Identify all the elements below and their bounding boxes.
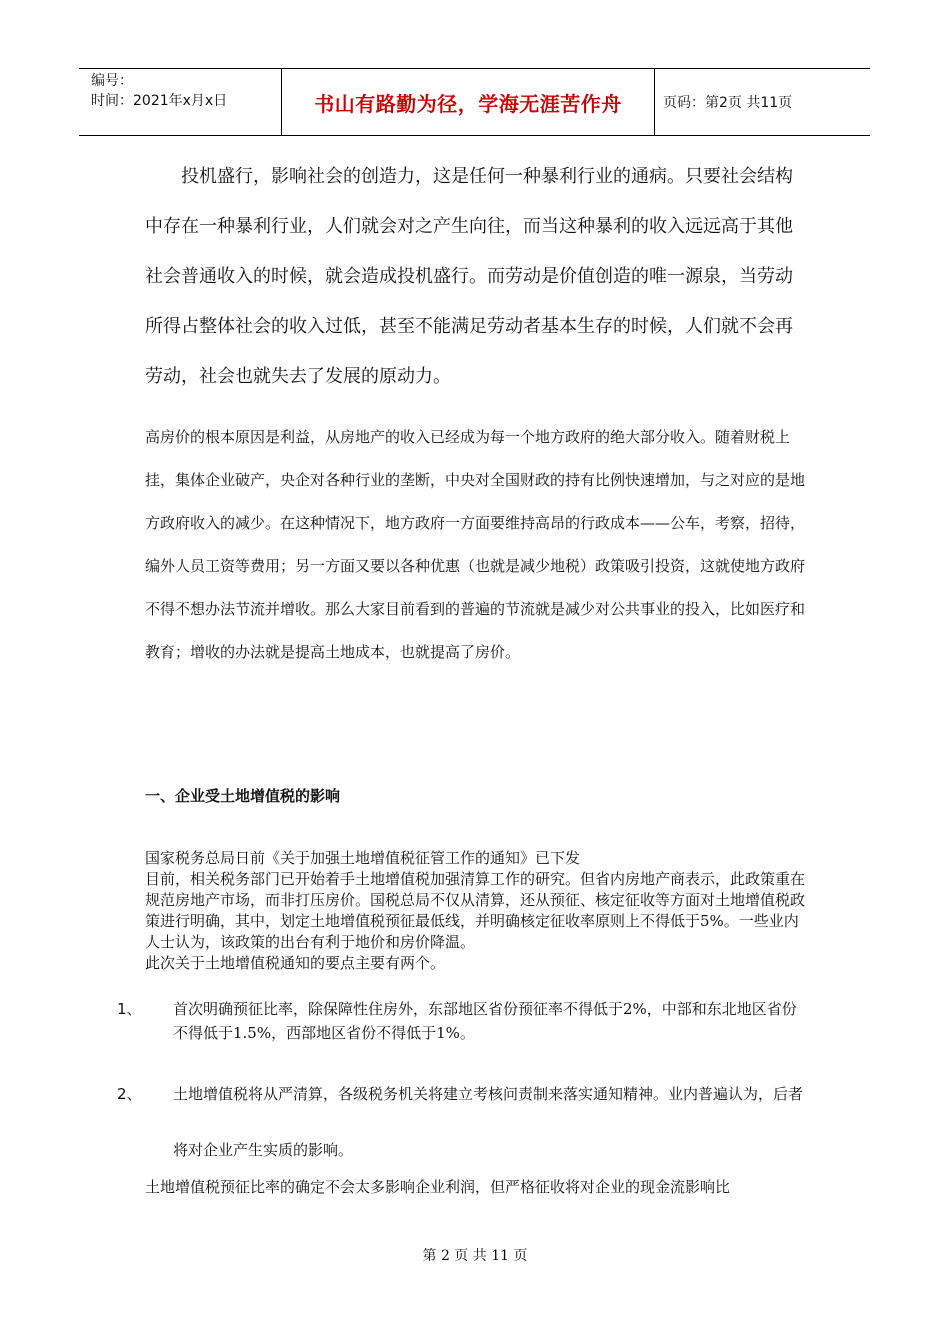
paragraph-prepaid-rate: 土地增值税预征比率的确定不会太多影响企业利润，但严格征收将对企业的现金流影响比 [145,1178,731,1196]
list-number: 1、 [117,1000,142,1018]
list-number: 2、 [117,1085,142,1103]
paragraph-notice-detail: 目前，相关税务部门已开始着手土地增值税加强清算工作的研究。但省内房地产商表示，此政策重在规范房地产市场，而非打压房价。国税总局不仅从清算，还从预征、核定征收等方面对土地增值税政策进行明确，其中，划定土地增值税预征最低线，并明确核定征收率原则上不得低于5%。一些业内人士认为，该政策的出台有利于地价和房价降温。 [145,870,806,951]
list-item [117,1066,807,1178]
list-text: 首次明确预征比率，除保障性住房外，东部地区省份预征率不得低于2%，中部和东北地区省份不得低于1.5%，西部地区省份不得低于1%。 [173,1000,797,1042]
serial-label: 编号： [91,73,133,89]
header-motto-cell [281,69,655,135]
header-meta [79,69,281,135]
footer-page-number: 第 2 页 共 11 页 [422,1248,528,1264]
paragraph-housing-price: 高房价的根本原因是利益，从房地产的收入已经成为每一个地方政府的绝大部分收入。随着财税上挂，集体企业破产，央企对各种行业的垄断，中央对全国财政的持有比例快速增加，与之对应的是地方政府收入的减少。在这种情况下，地方政府一方面要维持高昂的行政成本——公车，考察，招待，编外人员工资等费用；另一方面又要以各种优惠（也就是减少地税）政策吸引投资，这就使地方政府不得不想办法节流并增收。那么大家目前看到的普遍的节流就是减少对公共事业的投入，比如医疗和教育；增收的办法就是提高土地成本，也就提高了房价。 [145,428,806,661]
time-label: 时间：2021年x月x日 [91,93,228,109]
header-page-info [655,69,870,135]
page-footer [0,1245,950,1265]
page-info: 页码：第2页 共11页 [663,95,793,111]
section-heading: 一、企业受土地增值税的影响 [145,787,341,805]
points-intro: 此次关于土地增值税通知的要点主要有两个。 [145,954,446,972]
list-item [117,997,807,1045]
list-text: 土地增值税将从严清算，各级税务机关将建立考核问责制来落实通知精神。业内普遍认为，后者将对企业产生实质的影响。 [173,1085,804,1159]
page-header [79,68,870,136]
motto: 书山有路勤为径，学海无涯苦作舟 [314,91,622,116]
notice-line: 国家税务总局日前《关于加强土地增值税征管工作的通知》已下发 [145,849,581,867]
notice-block [145,848,807,974]
paragraph-speculation: 投机盛行，影响社会的创造力，这是任何一种暴利行业的通病。只要社会结构中存在一种暴利行业，人们就会对之产生向往，而当这种暴利的收入远远高于其他社会普通收入的时候，就会造成投机盛行。而劳动是价值创造的唯一源泉，当劳动所得占整体社会的收入过低，甚至不能满足劳动者基本生存的时候，人们就不会再劳动，社会也就失去了发展的原动力。 [145,166,793,387]
